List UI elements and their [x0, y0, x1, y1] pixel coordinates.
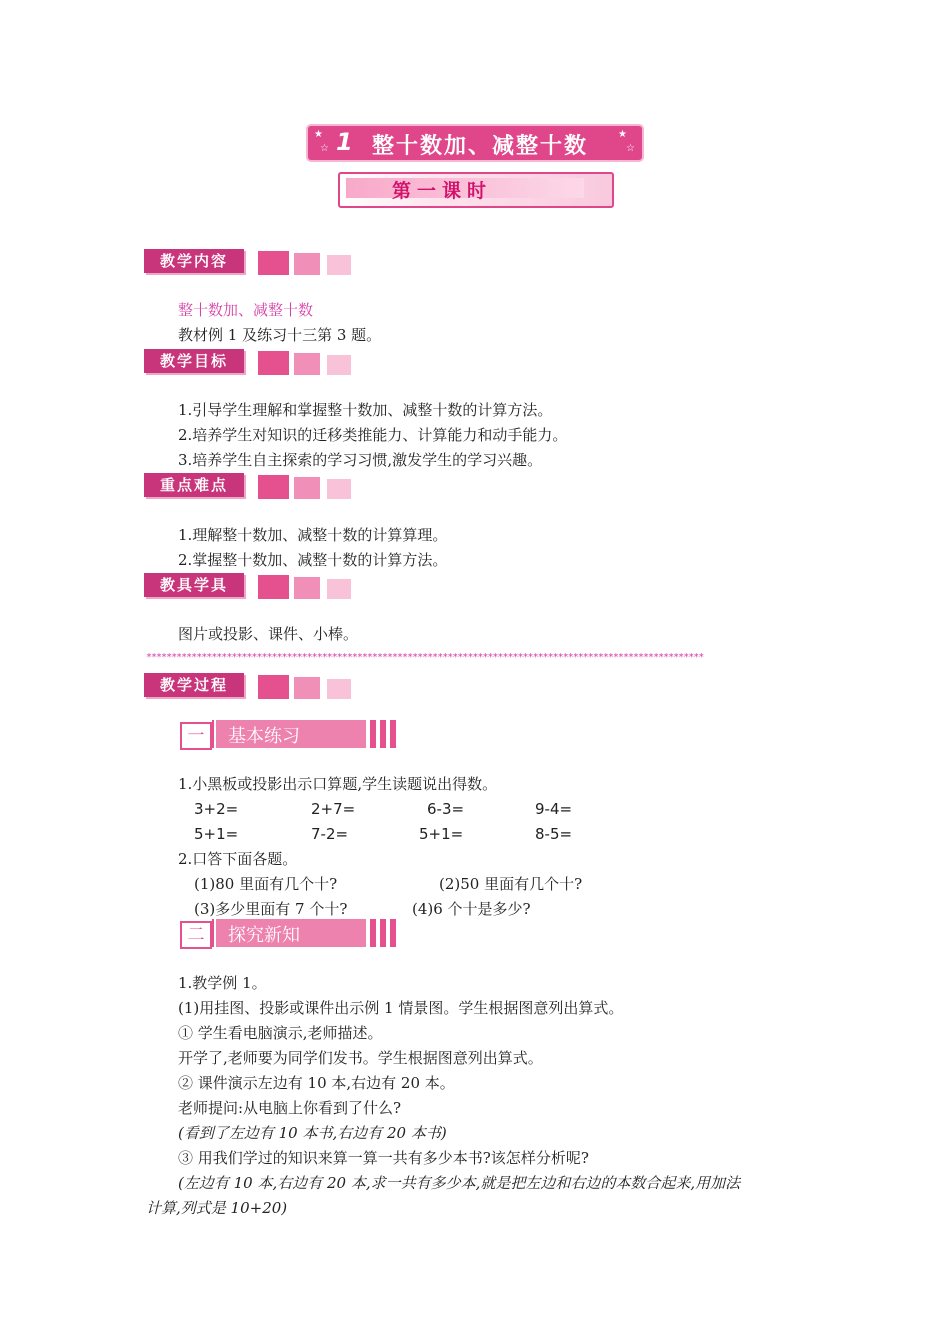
explore-line: ③ 用我们学过的知识来算一算一共有多少本书?该怎样分析呢? — [178, 1149, 589, 1167]
section-header-key-points: 重点难点 — [144, 473, 354, 499]
section-header-goals: 教学目标 — [144, 349, 354, 375]
subsection-header-basic-practice: 一 基本练习 — [180, 720, 402, 748]
arithmetic-item: 2+7= — [311, 800, 356, 818]
arithmetic-item: 7-2= — [311, 825, 349, 843]
explore-line: 1.教学例 1。 — [178, 974, 267, 992]
star-icon: ☆ — [320, 143, 329, 154]
star-divider: *************************************************************************************************************** — [146, 652, 704, 663]
key-point-item: 2.掌握整十数加、减整十数的计算方法。 — [178, 551, 448, 569]
explore-line: 开学了,老师要为同学们发书。学生根据图意列出算式。 — [178, 1049, 543, 1067]
explore-line: (1)用挂图、投影或课件出示例 1 情景图。学生根据图意列出算式。 — [178, 999, 624, 1017]
content-line: 教材例 1 及练习十三第 3 题。 — [178, 326, 382, 344]
lesson-title-banner — [308, 126, 642, 160]
lesson-title: 整十数加、减整十数 — [372, 134, 589, 159]
explore-answer: (看到了左边有 10 本书,右边有 20 本书) — [178, 1124, 447, 1142]
goal-item: 3.培养学生自主探索的学习习惯,激发学生的学习兴趣。 — [178, 451, 543, 469]
explore-line: ① 学生看电脑演示,老师描述。 — [178, 1024, 383, 1042]
oral-question: (3)多少里面有 7 个十? — [194, 900, 348, 918]
content-topic: 整十数加、减整十数 — [178, 301, 314, 319]
section-header-content: 教学内容 — [144, 249, 354, 275]
section-header-tools: 教具学具 — [144, 573, 354, 599]
oral-question: (2)50 里面有几个十? — [439, 875, 583, 893]
lesson-period: 第一课时 — [392, 180, 493, 202]
key-point-item: 1.理解整十数加、减整十数的计算算理。 — [178, 526, 448, 544]
arithmetic-item: 3+2= — [194, 800, 239, 818]
star-icon: ☆ — [626, 143, 635, 154]
section-header-process: 教学过程 — [144, 673, 354, 699]
oral-question: (4)6 个十是多少? — [412, 900, 531, 918]
arithmetic-item: 6-3= — [427, 800, 465, 818]
explore-answer: 计算,列式是 10+20) — [146, 1199, 288, 1217]
arithmetic-item: 8-5= — [535, 825, 573, 843]
arithmetic-item: 9-4= — [535, 800, 573, 818]
star-icon: ★ — [618, 129, 627, 140]
star-icon: ★ — [314, 129, 323, 140]
goal-item: 2.培养学生对知识的迁移类推能力、计算能力和动手能力。 — [178, 426, 568, 444]
oral-question: (1)80 里面有几个十? — [194, 875, 338, 893]
lesson-period-banner — [338, 172, 614, 208]
tools-line: 图片或投影、课件、小棒。 — [178, 625, 359, 643]
arithmetic-item: 5+1= — [419, 825, 464, 843]
lesson-number: 1 — [336, 128, 353, 156]
arithmetic-item: 5+1= — [194, 825, 239, 843]
explore-line: 老师提问:从电脑上你看到了什么? — [178, 1099, 402, 1117]
goal-item: 1.引导学生理解和掌握整十数加、减整十数的计算方法。 — [178, 401, 553, 419]
practice-question: 2.口答下面各题。 — [178, 850, 298, 868]
practice-question: 1.小黑板或投影出示口算题,学生读题说出得数。 — [178, 775, 498, 793]
subsection-header-explore: 二 探究新知 — [180, 919, 402, 947]
explore-answer: (左边有 10 本,右边有 20 本,求一共有多少本,就是把左边和右边的本数合起来,用加法 — [178, 1174, 741, 1192]
explore-line: ② 课件演示左边有 10 本,右边有 20 本。 — [178, 1074, 455, 1092]
